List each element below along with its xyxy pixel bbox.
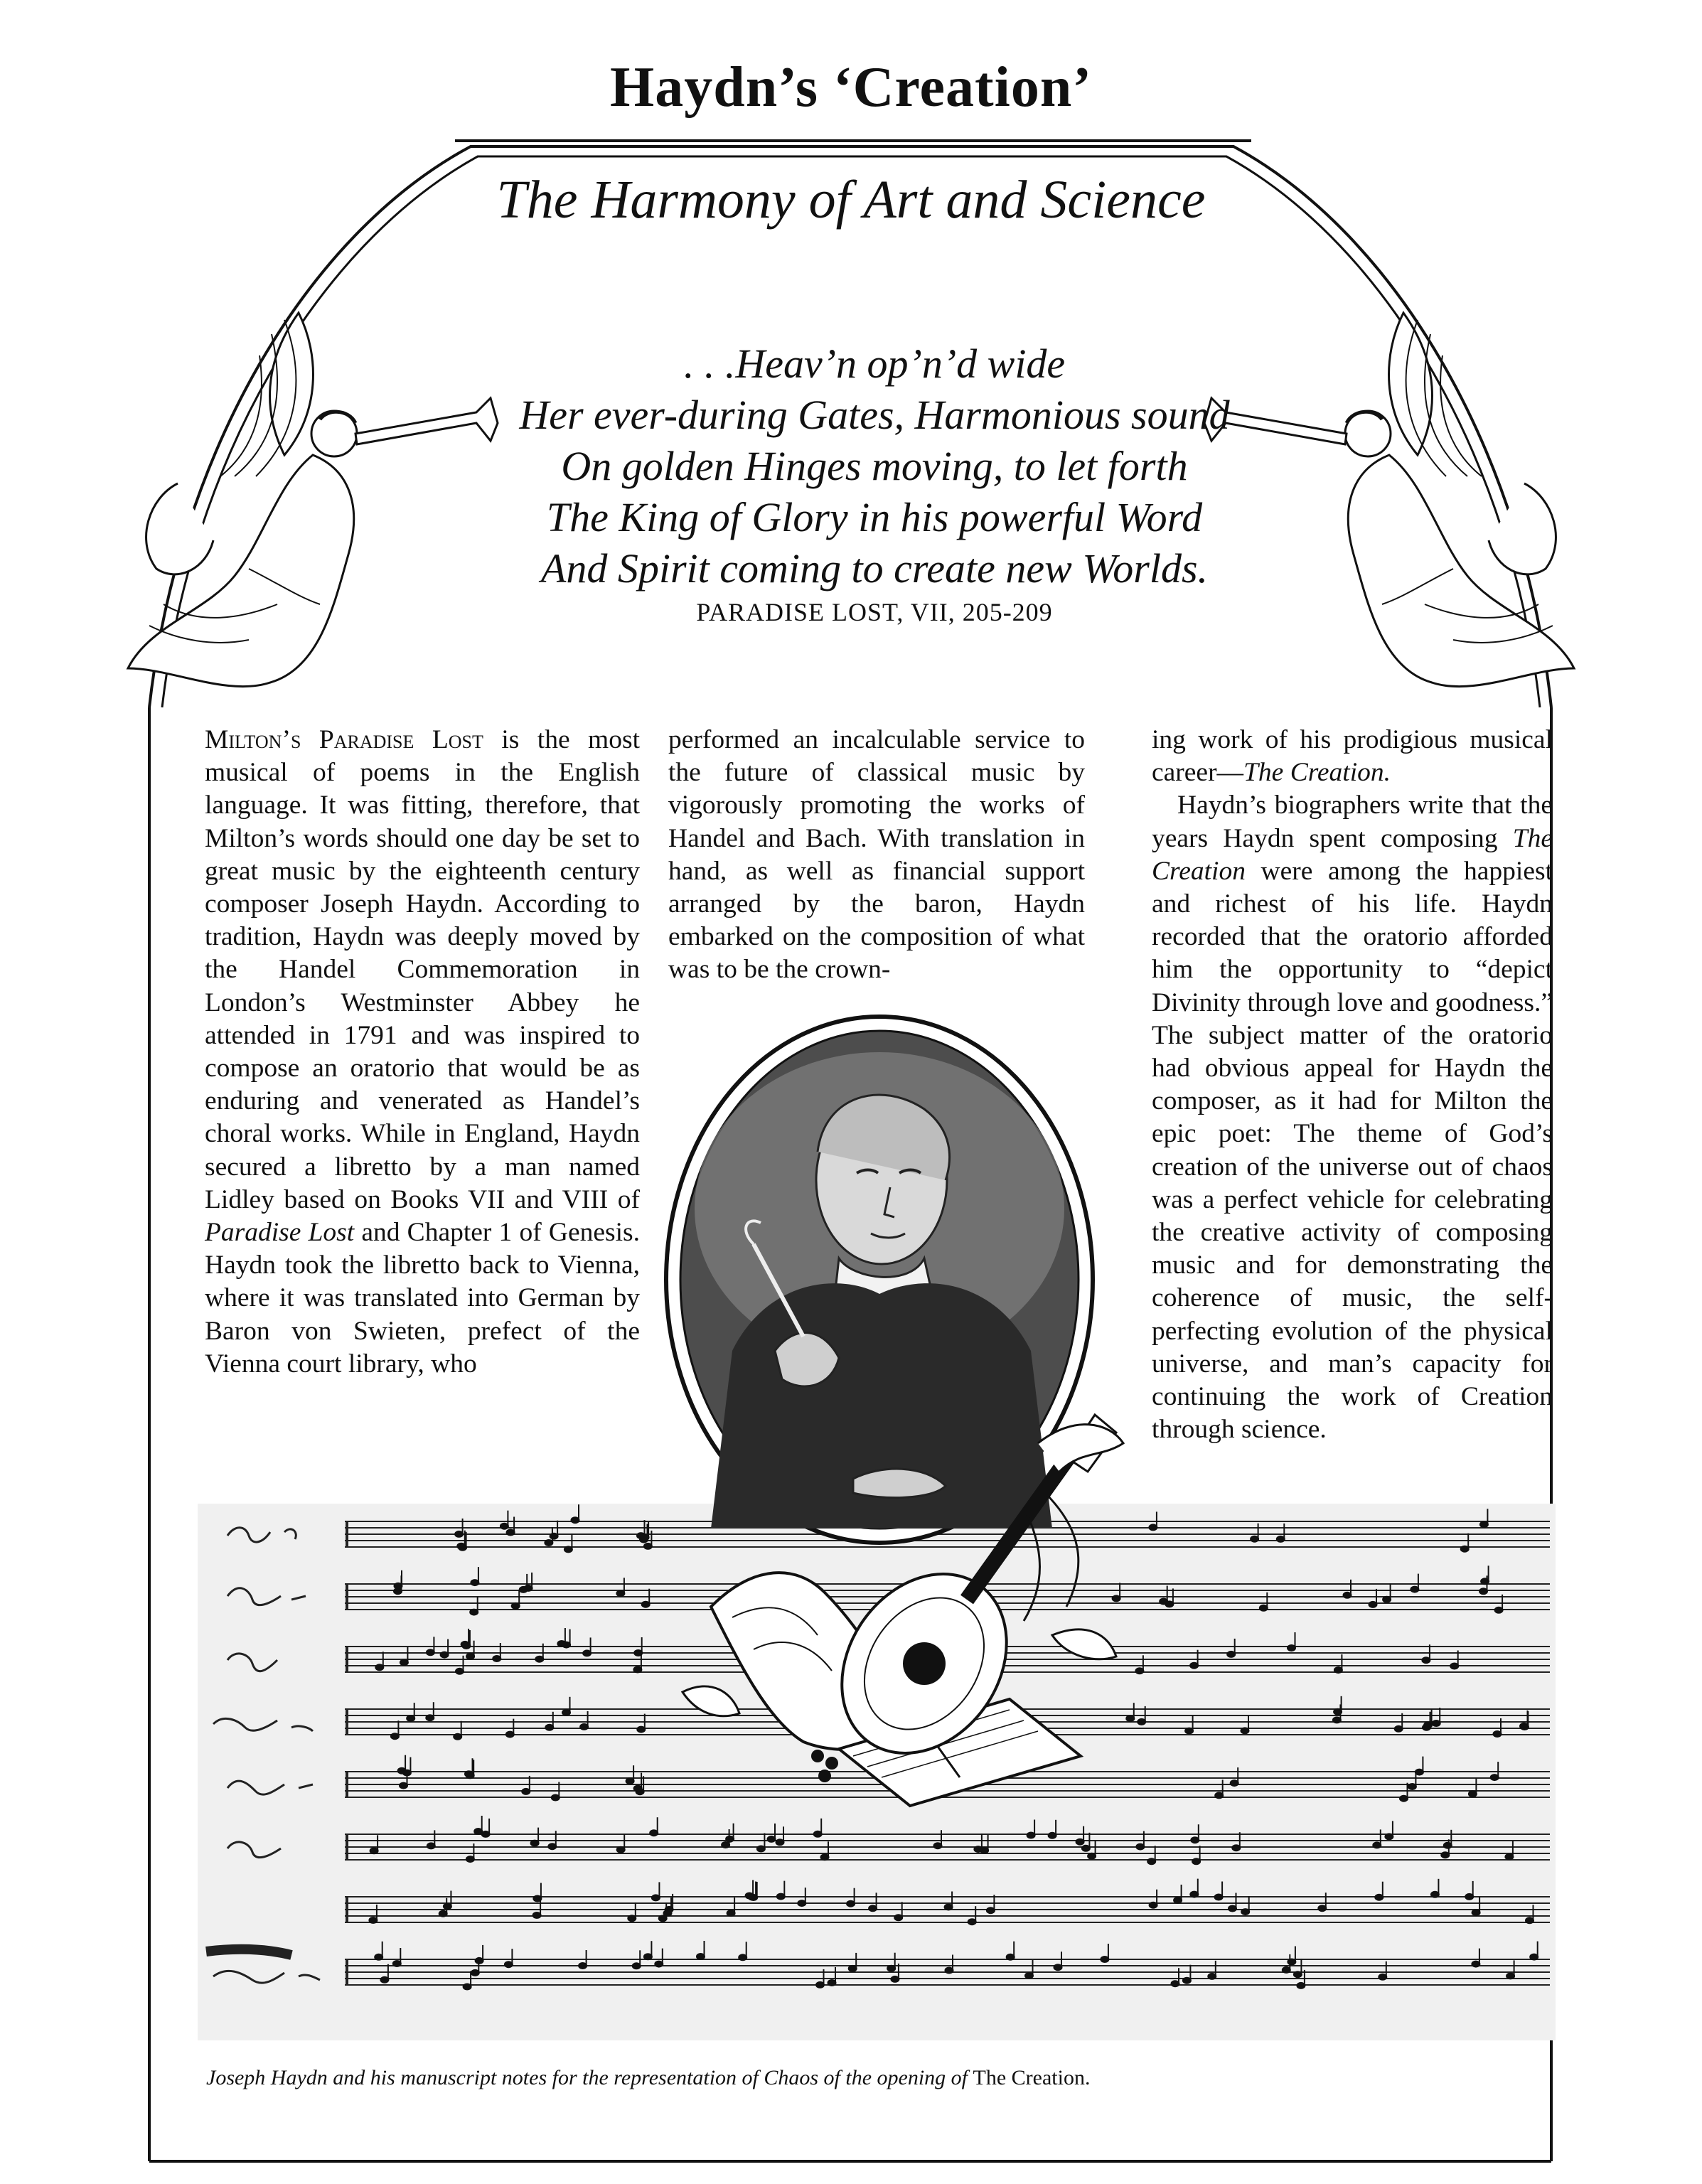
col3-text-a: ing work of his prodigious musical career— <box>1152 725 1553 788</box>
col1-italic: Paradise Lost <box>205 1218 355 1248</box>
col3-italic: The Creation. <box>1243 758 1391 788</box>
caption-roman: The Creation. <box>973 2066 1091 2089</box>
col3-p2-text-a: Haydn’s biographers write that the years Haydn spent composing <box>1152 791 1553 853</box>
body-column-2 <box>668 724 1085 987</box>
epigraph-line: The King of Glory in his powerful Word <box>546 494 1203 540</box>
col3-p2-text-b: were among the happiest and richest of his life. Haydn recorded that the oratorio afforded him the opportunity to “depict Divinity through love and goodness.” The subject matter of the oratorio had obvious appeal for Haydn the composer, as it had for Milton the epic poet: The theme of God’s creation of the universe out of chaos was a perfect vehicle for celebrating the creative activity of composing music and for demonstrating the coherence of music, the self-perfecting evolution of the physical universe, and man’s capacity for continuing the work of Creation through science. <box>1152 856 1553 1445</box>
epigraph-line: Her ever-during Gates, Harmonious sound <box>519 392 1230 438</box>
epigraph-line: . . .Heav’n op’n’d wide <box>683 341 1066 387</box>
figure-caption <box>206 2066 1557 2090</box>
col1-text-b: and Chapter 1 of Genesis. Haydn took the libretto back to Vienna, where it was translated into German by Baron von Swieten, prefect of the Vienna court library, who <box>205 1218 640 1379</box>
col3-p2-italic: The Creation <box>1152 823 1553 886</box>
article-subtitle: The Harmony of Art and Science <box>496 170 1206 230</box>
article-title: Haydn’s ‘Creation’ <box>610 56 1092 119</box>
epigraph-line: And Spirit coming to create new Worlds. <box>540 545 1209 592</box>
epigraph-citation: PARADISE LOST, VII, 205-209 <box>696 598 1053 626</box>
body-column-1 <box>205 724 640 1381</box>
haydn-portrait-oval <box>666 1017 1093 1543</box>
col2-text: performed an incalculable service to the future of classical music by vigorously promoting the works of Handel and Bach. With translation in hand, as well as financial support arranged by the baron, Haydn embarked on the composition of what was to be the crown- <box>668 725 1085 985</box>
lead-in: Milton’s Paradise Lost <box>205 725 483 754</box>
caption-italic: Joseph Haydn and his manuscript notes for the representation of Chaos of the opening of <box>206 2066 973 2089</box>
col1-text-a: is the most musical of poems in the English language. It was fitting, therefore, that Milton’s words should one day be set to great music by the eighteenth century composer Joseph Haydn. According to tradition, Haydn was deeply moved by the Handel Commemoration in London’s Westminster Abbey he attended in 1791 and was inspired to compose an oratorio that would be as enduring and venerated as Handel’s choral works. While in England, Haydn secured a libretto by a man named Lidley based on Books VII and VIII of <box>205 725 640 1214</box>
epigraph <box>427 338 1322 594</box>
body-column-3 <box>1152 724 1553 1446</box>
epigraph-line: On golden Hinges moving, to let forth <box>561 443 1188 489</box>
